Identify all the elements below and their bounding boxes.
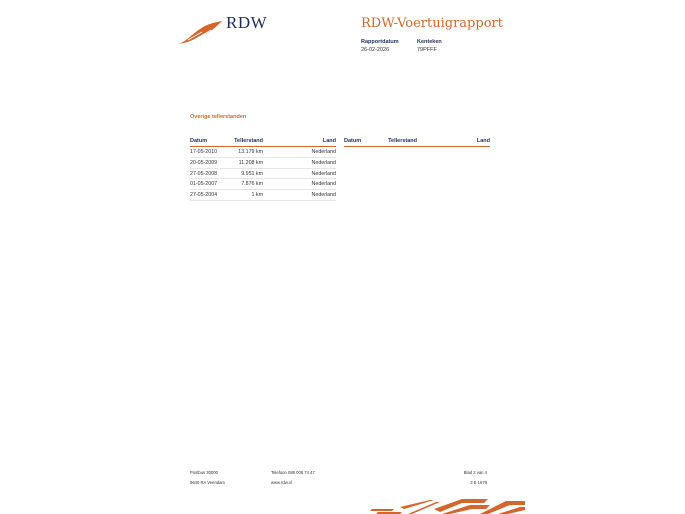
row-km: 1 km [251, 192, 263, 199]
row-country: Nederland [311, 192, 336, 199]
table-header [344, 138, 490, 147]
table-row [190, 158, 336, 169]
row-km: 13.179 km [238, 149, 263, 155]
brand-name: RDW [226, 13, 268, 32]
footer-website: www.rdw.nl [271, 480, 292, 485]
plate-value: 79PFFF [417, 47, 437, 53]
footer-phone: Telefoon 088 008 74 47 [271, 470, 315, 475]
header-country: Land [476, 138, 490, 144]
footer-code: 3 E 1679 [470, 480, 487, 485]
footer-address-line2: 9640 RA Veendam [190, 480, 225, 485]
row-country: Nederland [311, 149, 336, 155]
row-country: Nederland [311, 159, 336, 166]
plate-label: Kenteken [417, 39, 442, 45]
section-title: Overige tellerstanden [190, 114, 247, 120]
header-counter: Tellerstand [388, 138, 417, 144]
row-date: 01-05-2007 [190, 181, 218, 188]
report-date-value: 26-02-2026 [361, 47, 390, 53]
report-date-label: Rapportdatum [361, 39, 399, 45]
row-km: 11.208 km [238, 159, 263, 166]
header-date: Datum [190, 138, 208, 144]
table-row [190, 169, 336, 180]
table-row [190, 147, 336, 158]
row-date: 17-05-2010 [190, 149, 218, 155]
row-date: 20-05-2009 [190, 159, 218, 166]
header-country: Land [322, 138, 336, 144]
rdw-logo-icon [176, 20, 224, 46]
odometer-table-right [344, 138, 490, 147]
row-date: 27-05-2008 [190, 170, 218, 177]
odometer-table-left [190, 138, 336, 201]
table-row [190, 190, 336, 201]
row-km: 7.876 km [241, 181, 263, 188]
table-header [190, 138, 336, 147]
header-counter: Tellerstand [234, 138, 263, 144]
row-date: 27-05-2004 [190, 192, 218, 199]
row-country: Nederland [311, 170, 336, 177]
table-row [190, 179, 336, 190]
report-title: RDW-Voertuigrapport [361, 16, 503, 31]
decorative-stripes-icon [370, 497, 525, 514]
row-country: Nederland [311, 181, 336, 188]
footer-page-number: Blad 2 van 4 [463, 470, 487, 475]
row-km: 9.951 km [241, 170, 263, 177]
footer-address-line1: Postbus 30000 [190, 470, 218, 475]
header-date: Datum [344, 138, 362, 144]
